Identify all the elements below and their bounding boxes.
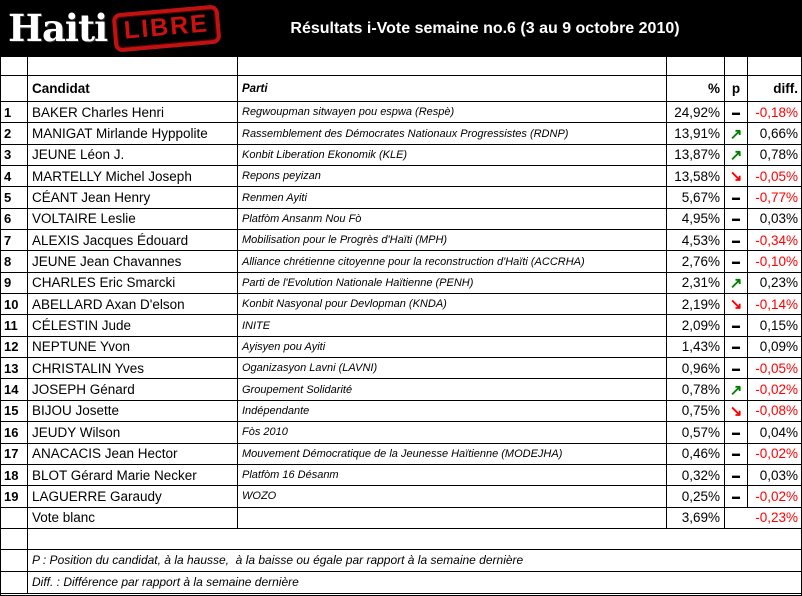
table-header-row xyxy=(1,76,801,102)
rank-cell xyxy=(1,508,28,529)
equal-dash-icon: ▬ xyxy=(732,321,740,331)
header-rank-cell xyxy=(1,76,28,102)
candidate-name-cell: ABELLARD Axan D'elson xyxy=(28,294,238,315)
footnote-p-row xyxy=(1,550,801,572)
candidate-name-cell: JEUNE Léon J. xyxy=(28,145,238,166)
candidate-name-cell: JEUDY Wilson xyxy=(28,422,238,443)
rank-cell: 6 xyxy=(1,209,28,230)
rank-cell: 1 xyxy=(1,102,28,123)
spacer-cell xyxy=(28,57,238,76)
percent-cell: 4,53% xyxy=(667,230,725,251)
rank-cell: 19 xyxy=(1,486,28,507)
position-cell xyxy=(725,102,748,123)
diff-cell: -0,05% xyxy=(748,166,801,187)
candidate-row xyxy=(1,145,801,166)
percent-cell: 0,25% xyxy=(667,486,725,507)
equal-dash-icon: ▬ xyxy=(732,491,740,501)
candidate-name-cell: ALEXIS Jacques Édouard xyxy=(28,230,238,251)
position-cell xyxy=(725,358,748,379)
party-cell: Rassemblement des Démocrates Nationaux Progressistes (RDNP) xyxy=(238,123,667,144)
diff-cell: -0,08% xyxy=(748,401,801,422)
position-cell xyxy=(725,315,748,336)
down-arrow-icon: ↘ xyxy=(729,402,743,420)
rank-cell: 10 xyxy=(1,294,28,315)
candidate-name-cell: MANIGAT Mirlande Hyppolite xyxy=(28,123,238,144)
diff-cell: -0,18% xyxy=(748,102,801,123)
rank-cell: 17 xyxy=(1,444,28,465)
candidate-name-cell: BLOT Gérard Marie Necker xyxy=(28,465,238,486)
position-cell xyxy=(725,230,748,251)
percent-cell: 13,91% xyxy=(667,123,725,144)
percent-cell: 0,57% xyxy=(667,422,725,443)
haitilibre-logo xyxy=(8,6,211,50)
party-cell: Platfòm Ansanm Nou Fò xyxy=(238,209,667,230)
header-position-cell: p xyxy=(725,76,748,102)
percent-cell: 0,75% xyxy=(667,401,725,422)
percent-cell: 5,67% xyxy=(667,187,725,208)
equal-dash-icon: ▬ xyxy=(732,470,740,480)
percent-cell: 24,92% xyxy=(667,102,725,123)
spacer-cell xyxy=(748,57,801,76)
position-cell xyxy=(725,508,748,529)
header-percent-cell: % xyxy=(667,76,725,102)
diff-cell: -0,02% xyxy=(748,486,801,507)
candidate-name-cell: CÉANT Jean Henry xyxy=(28,187,238,208)
candidate-row xyxy=(1,315,801,336)
logo-libre-stamp: LIBRE xyxy=(112,5,222,53)
empty-cell xyxy=(1,529,28,550)
party-cell: Fòs 2010 xyxy=(238,422,667,443)
position-cell xyxy=(725,379,748,400)
position-cell xyxy=(725,486,748,507)
equal-dash-icon: ▬ xyxy=(732,363,740,373)
position-cell xyxy=(725,401,748,422)
candidate-name-cell: VOLTAIRE Leslie xyxy=(28,209,238,230)
percent-cell: 0,46% xyxy=(667,444,725,465)
candidate-row xyxy=(1,401,801,422)
footnote-diff: Diff. : Différence par rapport à la semaine dernière xyxy=(28,572,801,594)
position-cell xyxy=(725,422,748,443)
position-cell xyxy=(725,294,748,315)
spacer-cell xyxy=(1,57,28,76)
diff-cell: 0,23% xyxy=(748,273,801,294)
party-cell: Konbit Liberation Ekonomik (KLE) xyxy=(238,145,667,166)
rank-cell: 3 xyxy=(1,145,28,166)
page-title: Résultats i-Vote semaine no.6 (3 au 9 octobre 2010) xyxy=(290,19,680,37)
spacer-cell xyxy=(667,57,725,76)
equal-dash-icon: ▬ xyxy=(732,214,740,224)
candidate-row xyxy=(1,379,801,400)
percent-cell: 13,58% xyxy=(667,166,725,187)
table-body xyxy=(1,102,801,529)
header-candidat-cell: Candidat xyxy=(28,76,238,102)
percent-cell: 0,32% xyxy=(667,465,725,486)
rank-cell: 4 xyxy=(1,166,28,187)
diff-cell: -0,23% xyxy=(748,508,801,529)
candidate-name-cell: MARTELLY Michel Joseph xyxy=(28,166,238,187)
logo-haiti-text: Haiti xyxy=(8,6,108,50)
empty-cell xyxy=(1,572,28,594)
candidate-row xyxy=(1,123,801,144)
diff-cell: -0,02% xyxy=(748,379,801,400)
rank-cell: 15 xyxy=(1,401,28,422)
party-cell: Konbit Nasyonal pour Devlopman (KNDA) xyxy=(238,294,667,315)
candidate-row xyxy=(1,230,801,251)
party-cell: Indépendante xyxy=(238,401,667,422)
diff-cell: 0,09% xyxy=(748,337,801,358)
position-cell xyxy=(725,145,748,166)
candidate-row xyxy=(1,187,801,208)
rank-cell: 12 xyxy=(1,337,28,358)
equal-dash-icon: ▬ xyxy=(732,449,740,459)
candidate-name-cell: JOSEPH Génard xyxy=(28,379,238,400)
candidate-name-cell: Vote blanc xyxy=(28,508,238,529)
party-cell: Regwoupman sitwayen pou espwa (Respè) xyxy=(238,102,667,123)
candidate-row xyxy=(1,273,801,294)
percent-cell: 2,09% xyxy=(667,315,725,336)
spacer-row xyxy=(1,57,801,76)
rank-cell: 14 xyxy=(1,379,28,400)
rank-cell: 13 xyxy=(1,358,28,379)
percent-cell: 4,95% xyxy=(667,209,725,230)
equal-dash-icon: ▬ xyxy=(732,427,740,437)
candidate-name-cell: BAKER Charles Henri xyxy=(28,102,238,123)
footnote-p: P : Position du candidat, à la hausse, à la baisse ou égale par rapport à la semaine dernière xyxy=(28,550,801,572)
equal-dash-icon: ▬ xyxy=(732,257,740,267)
candidate-row xyxy=(1,337,801,358)
diff-cell: -0,02% xyxy=(748,444,801,465)
party-cell: Renmen Ayiti xyxy=(238,187,667,208)
candidate-row xyxy=(1,209,801,230)
diff-cell: 0,04% xyxy=(748,422,801,443)
empty-cell xyxy=(1,550,28,572)
equal-dash-icon: ▬ xyxy=(732,342,740,352)
candidate-row xyxy=(1,444,801,465)
results-table xyxy=(0,57,802,596)
position-cell xyxy=(725,444,748,465)
party-cell: INITE xyxy=(238,315,667,336)
candidate-row xyxy=(1,358,801,379)
candidate-row xyxy=(1,422,801,443)
position-cell xyxy=(725,123,748,144)
position-cell xyxy=(725,166,748,187)
candidate-name-cell: CHARLES Eric Smarcki xyxy=(28,273,238,294)
diff-cell: -0,77% xyxy=(748,187,801,208)
rank-cell: 18 xyxy=(1,465,28,486)
up-arrow-icon: ↗ xyxy=(729,274,743,292)
empty-cell xyxy=(28,529,801,550)
party-cell: Mobilisation pour le Progrès d'Haïti (MPH) xyxy=(238,230,667,251)
diff-cell: -0,14% xyxy=(748,294,801,315)
percent-cell: 0,78% xyxy=(667,379,725,400)
diff-cell: 0,15% xyxy=(748,315,801,336)
candidate-name-cell: NEPTUNE Yvon xyxy=(28,337,238,358)
rank-cell: 16 xyxy=(1,422,28,443)
diff-cell: 0,66% xyxy=(748,123,801,144)
rank-cell: 11 xyxy=(1,315,28,336)
header-parti-cell: Parti xyxy=(238,76,667,102)
party-cell: Platfòm 16 Désanm xyxy=(238,465,667,486)
rank-cell: 5 xyxy=(1,187,28,208)
percent-cell: 2,19% xyxy=(667,294,725,315)
equal-dash-icon: ▬ xyxy=(732,235,740,245)
rank-cell: 2 xyxy=(1,123,28,144)
candidate-row xyxy=(1,102,801,123)
candidate-name-cell: CÉLESTIN Jude xyxy=(28,315,238,336)
party-cell: Oganizasyon Lavni (LAVNI) xyxy=(238,358,667,379)
equal-dash-icon: ▬ xyxy=(732,107,740,117)
party-cell xyxy=(238,508,667,529)
position-cell xyxy=(725,465,748,486)
down-arrow-icon: ↘ xyxy=(729,168,743,186)
party-cell: Ayisyen pou Ayiti xyxy=(238,337,667,358)
party-cell: Repons peyizan xyxy=(238,166,667,187)
position-cell xyxy=(725,273,748,294)
candidate-name-cell: JEUNE Jean Chavannes xyxy=(28,251,238,272)
spacer-cell xyxy=(238,57,667,76)
footnote-diff-row xyxy=(1,572,801,594)
header-diff-cell: diff. xyxy=(748,76,801,102)
percent-cell: 3,69% xyxy=(667,508,725,529)
party-cell: Alliance chrétienne citoyenne pour la reconstruction d'Haïti (ACCRHA) xyxy=(238,251,667,272)
candidate-name-cell: BIJOU Josette xyxy=(28,401,238,422)
empty-footer-row xyxy=(1,529,801,550)
percent-cell: 2,76% xyxy=(667,251,725,272)
diff-cell: -0,34% xyxy=(748,230,801,251)
party-cell: Groupement Solidarité xyxy=(238,379,667,400)
top-bar xyxy=(0,0,802,57)
diff-cell: -0,05% xyxy=(748,358,801,379)
diff-cell: -0,10% xyxy=(748,251,801,272)
candidate-name-cell: CHRISTALIN Yves xyxy=(28,358,238,379)
up-arrow-icon: ↗ xyxy=(729,381,743,399)
rank-cell: 7 xyxy=(1,230,28,251)
position-cell xyxy=(725,209,748,230)
position-cell xyxy=(725,337,748,358)
rank-cell: 9 xyxy=(1,273,28,294)
diff-cell: 0,78% xyxy=(748,145,801,166)
up-arrow-icon: ↗ xyxy=(729,125,743,143)
candidate-row xyxy=(1,486,801,507)
party-cell: Mouvement Démocratique de la Jeunesse Haïtienne (MODEJHA) xyxy=(238,444,667,465)
position-cell xyxy=(725,251,748,272)
rank-cell: 8 xyxy=(1,251,28,272)
down-arrow-icon: ↘ xyxy=(729,296,743,314)
equal-dash-icon: ▬ xyxy=(732,193,740,203)
candidate-name-cell: LAGUERRE Garaudy xyxy=(28,486,238,507)
party-cell: WOZO xyxy=(238,486,667,507)
candidate-name-cell: ANACACIS Jean Hector xyxy=(28,444,238,465)
party-cell: Parti de l'Evolution Nationale Haïtienne (PENH) xyxy=(238,273,667,294)
candidate-row xyxy=(1,294,801,315)
spacer-cell xyxy=(725,57,748,76)
candidate-row xyxy=(1,251,801,272)
diff-cell: 0,03% xyxy=(748,209,801,230)
percent-cell: 1,43% xyxy=(667,337,725,358)
candidate-row xyxy=(1,166,801,187)
candidate-row xyxy=(1,508,801,529)
diff-cell: 0,03% xyxy=(748,465,801,486)
percent-cell: 0,96% xyxy=(667,358,725,379)
position-cell xyxy=(725,187,748,208)
up-arrow-icon: ↗ xyxy=(729,146,743,164)
candidate-row xyxy=(1,465,801,486)
percent-cell: 13,87% xyxy=(667,145,725,166)
percent-cell: 2,31% xyxy=(667,273,725,294)
